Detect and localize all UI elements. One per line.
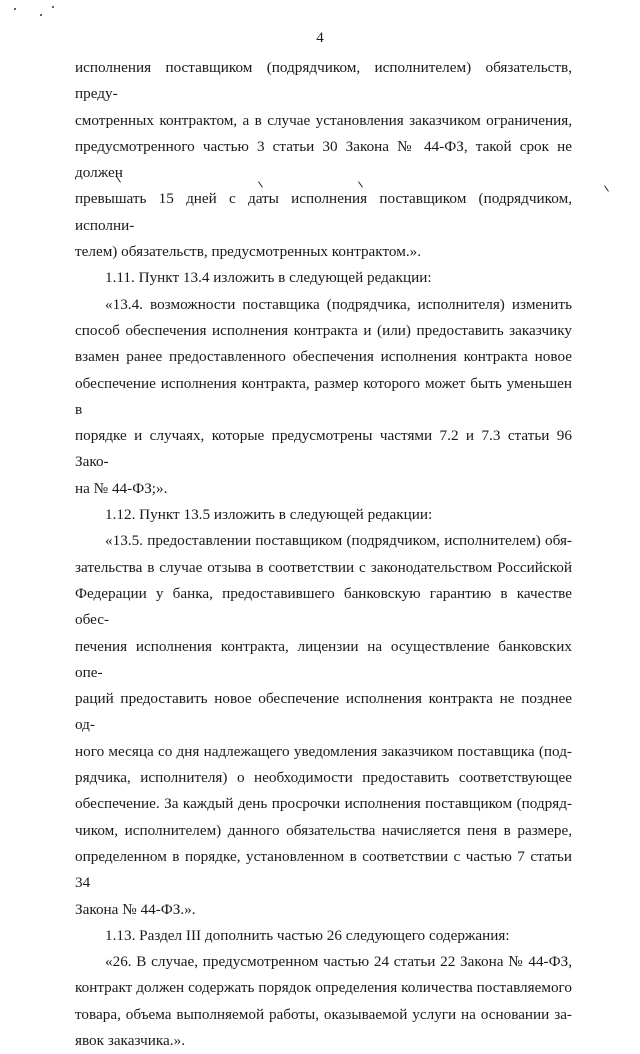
scan-speck [14,8,16,10]
text-line: смотренных контрактом, а в случае установления заказчиком ограничения, [75,111,572,129]
document-body [75,55,572,1054]
text-line: 1.12. Пункт 13.5 изложить в следующей редакции: [105,506,433,524]
text-line: товара, объема выполняемой работы, оказываемой услуги на основании за- [75,1005,572,1023]
text-line: явок заказчика.». [75,1031,185,1049]
paragraph [75,292,572,502]
text-line: чиком, исполнителем) данного обязательства начисляется пеня в размере, [75,821,572,839]
paragraph [75,949,572,1054]
text-line: «13.4. возможности поставщика (подрядчика, исполнителя) изменить [105,295,572,313]
text-line: исполнения поставщиком (подрядчиком, исполнителем) обязательств, преду- [75,59,572,103]
text-line: Федерации у банка, предоставившего банковскую гарантию в качестве обес- [75,584,572,629]
text-line: контракт должен содержать порядок определения количества поставляемого [75,979,572,997]
paragraph-heading [75,265,572,291]
paragraph [75,528,572,922]
text-line: телем) обязательств, предусмотренных контрактом.». [75,243,422,261]
text-line: зательства в случае отзыва в соответствии с законодательством Российской [75,558,572,576]
text-line: ного месяца со дня надлежащего уведомления заказчиком поставщика (под- [75,742,572,760]
text-line: порядке и случаях, которые предусмотрены частями 7.2 и 7.3 статьи 96 Зако- [75,427,572,471]
text-line: обеспечение. За каждый день просрочки исполнения поставщиком (подряд- [75,795,572,813]
page-number: 4 [316,30,324,46]
text-line: рядчика, исполнителя) о необходимости предоставить соответствующее [75,769,572,787]
scan-mark [604,185,609,191]
paragraph-heading [75,923,572,949]
text-line: превышать 15 дней с даты исполнения поставщиком (подрядчиком, исполни- [75,190,572,234]
text-line: 1.11. Пункт 13.4 изложить в следующей редакции: [105,269,432,287]
text-line: предусмотренного частью 3 статьи 30 Закона № 44-ФЗ, такой срок не должен [75,137,572,182]
text-line: обеспечение исполнения контракта, размер которого может быть уменьшен в [75,374,572,418]
text-line: печения исполнения контракта, лицензии на осуществление банковских опе- [75,637,572,681]
scan-speck [52,6,54,8]
text-line: определенном в порядке, установленном в соответствии с частью 7 статьи 34 [75,847,572,892]
text-line: Закона № 44-ФЗ.». [75,900,196,918]
paragraph-heading [75,502,572,528]
text-line: «26. В случае, предусмотренном частью 24 статьи 22 Закона № 44-ФЗ, [105,953,572,971]
text-line: раций предоставить новое обеспечение исполнения контракта не позднее од- [75,690,572,734]
paragraph [75,55,572,265]
text-line: взамен ранее предоставленного обеспечения исполнения контракта новое [75,348,572,366]
text-line: 1.13. Раздел III дополнить частью 26 следующего содержания: [105,926,510,944]
text-line: способ обеспечения исполнения контракта и (или) предоставить заказчику [75,321,572,339]
scan-speck [40,14,42,16]
text-line: на № 44-ФЗ;». [75,479,168,497]
text-line: «13.5. предоставлении поставщиком (подрядчиком, исполнителем) обя- [105,532,572,550]
